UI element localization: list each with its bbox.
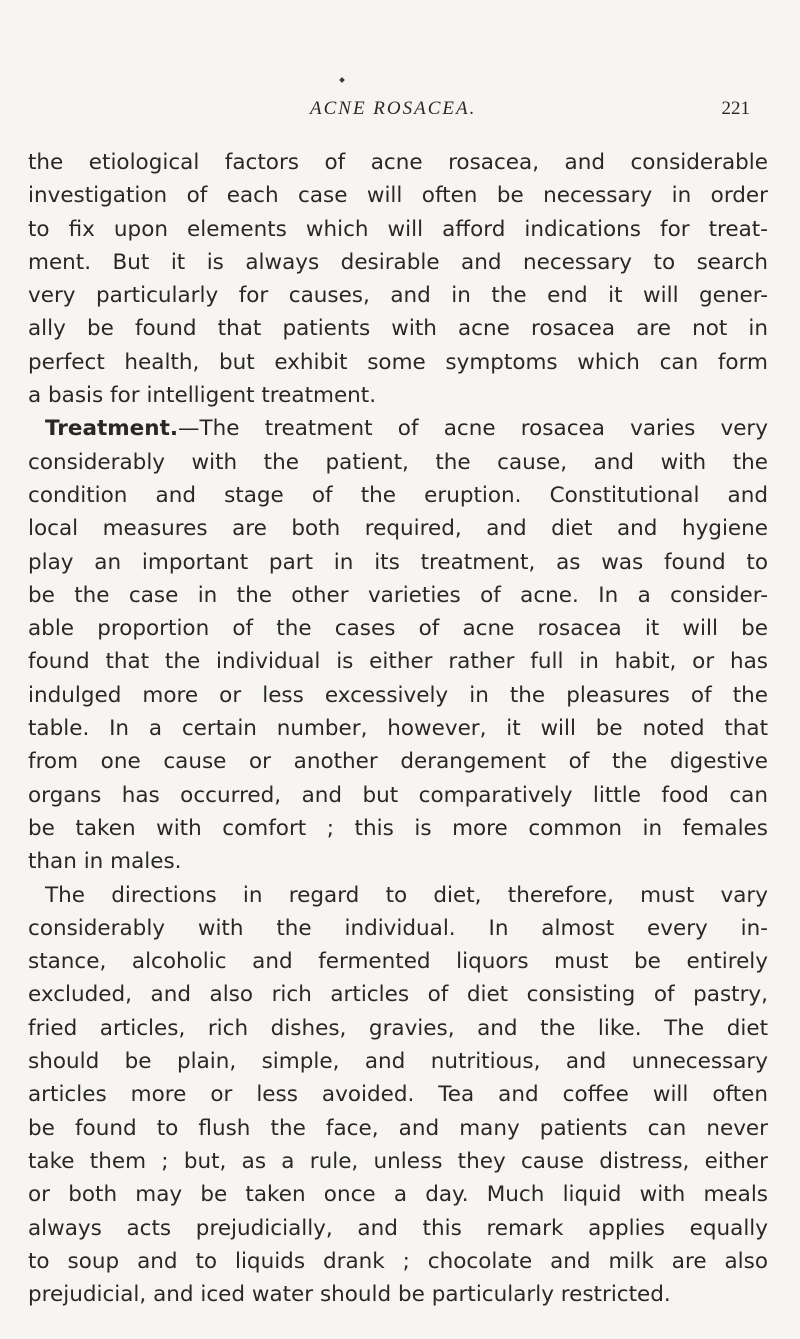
text-line: always acts prejudicially, and this remark applies equally [28, 1215, 768, 1241]
text-line: from one cause or another derangement of the digestive [28, 749, 768, 775]
page-number: 221 [721, 98, 750, 119]
text-line: be found to flush the face, and many patients can never [28, 1115, 768, 1141]
text-line: be the case in the other varieties of acne. In a consider- [28, 582, 768, 608]
section-sidehead: Treatment. [45, 416, 179, 442]
text-line: a basis for intelligent treatment. [28, 383, 377, 409]
text-line: the etiological factors of acne rosacea, and considerable [28, 150, 768, 175]
body-text [28, 146, 768, 1311]
text-line: be taken with comfort ; this is more common in females [28, 815, 768, 841]
text-line: investigation of each case will often be necessary in order [28, 183, 768, 209]
text-line: table. In a certain number, however, it will be noted that [28, 716, 768, 742]
text-line: articles more or less avoided. Tea and coffee will often [28, 1082, 768, 1108]
running-head [310, 98, 750, 128]
text-line: take them ; but, as a rule, unless they cause distress, either [28, 1148, 768, 1174]
text-line-rest: —The treatment of acne rosacea varies very [178, 416, 768, 442]
text-line: than in males. [28, 849, 182, 875]
text-line: condition and stage of the eruption. Constitutional and [28, 482, 768, 508]
text-line: ally be found that patients with acne rosacea are not in [28, 316, 768, 342]
text-line: considerably with the individual. In almost every in- [28, 915, 768, 941]
text-line: able proportion of the cases of acne rosacea it will be [28, 616, 768, 642]
text-line: stance, alcoholic and fermented liquors must be entirely [28, 949, 768, 975]
text-line: to fix upon elements which will afford indications for treat- [28, 216, 768, 242]
text-line: found that the individual is either rather full in habit, or has [28, 649, 768, 675]
text-line: local measures are both required, and diet and hygiene [28, 516, 768, 542]
text-line: considerably with the patient, the cause, and with the [28, 449, 768, 475]
text-line: indulged more or less excessively in the pleasures of the [28, 682, 768, 708]
text-line: play an important part in its treatment, as was found to [28, 549, 768, 575]
text-line: to soup and to liquids drank ; chocolate and milk are also [28, 1248, 768, 1274]
paragraph-diet [28, 879, 768, 1312]
text-line: prejudicial, and iced water should be particularly restricted. [28, 1282, 671, 1308]
text-line: fried articles, rich dishes, gravies, and the like. The diet [28, 1015, 768, 1041]
text-line: or both may be taken once a day. Much liquid with meals [28, 1182, 768, 1208]
text-line: perfect health, but exhibit some symptoms which can form [28, 349, 768, 375]
text-line: organs has occurred, and but comparatively little food can [28, 782, 768, 808]
paragraph-1 [28, 146, 768, 412]
running-title: ACNE ROSACEA. [310, 98, 477, 119]
text-line: should be plain, simple, and nutritious, and unnecessary [28, 1049, 768, 1075]
text-line: The directions in regard to diet, therefore, must vary [45, 882, 768, 908]
text-line-first [28, 412, 768, 445]
text-line: very particularly for causes, and in the end it will gener- [28, 283, 768, 309]
text-line: ment. But it is always desirable and necessary to search [28, 249, 768, 275]
paragraph-treatment [28, 412, 768, 878]
text-line: excluded, and also rich articles of diet consisting of pastry, [28, 982, 768, 1008]
print-speck [339, 77, 345, 83]
